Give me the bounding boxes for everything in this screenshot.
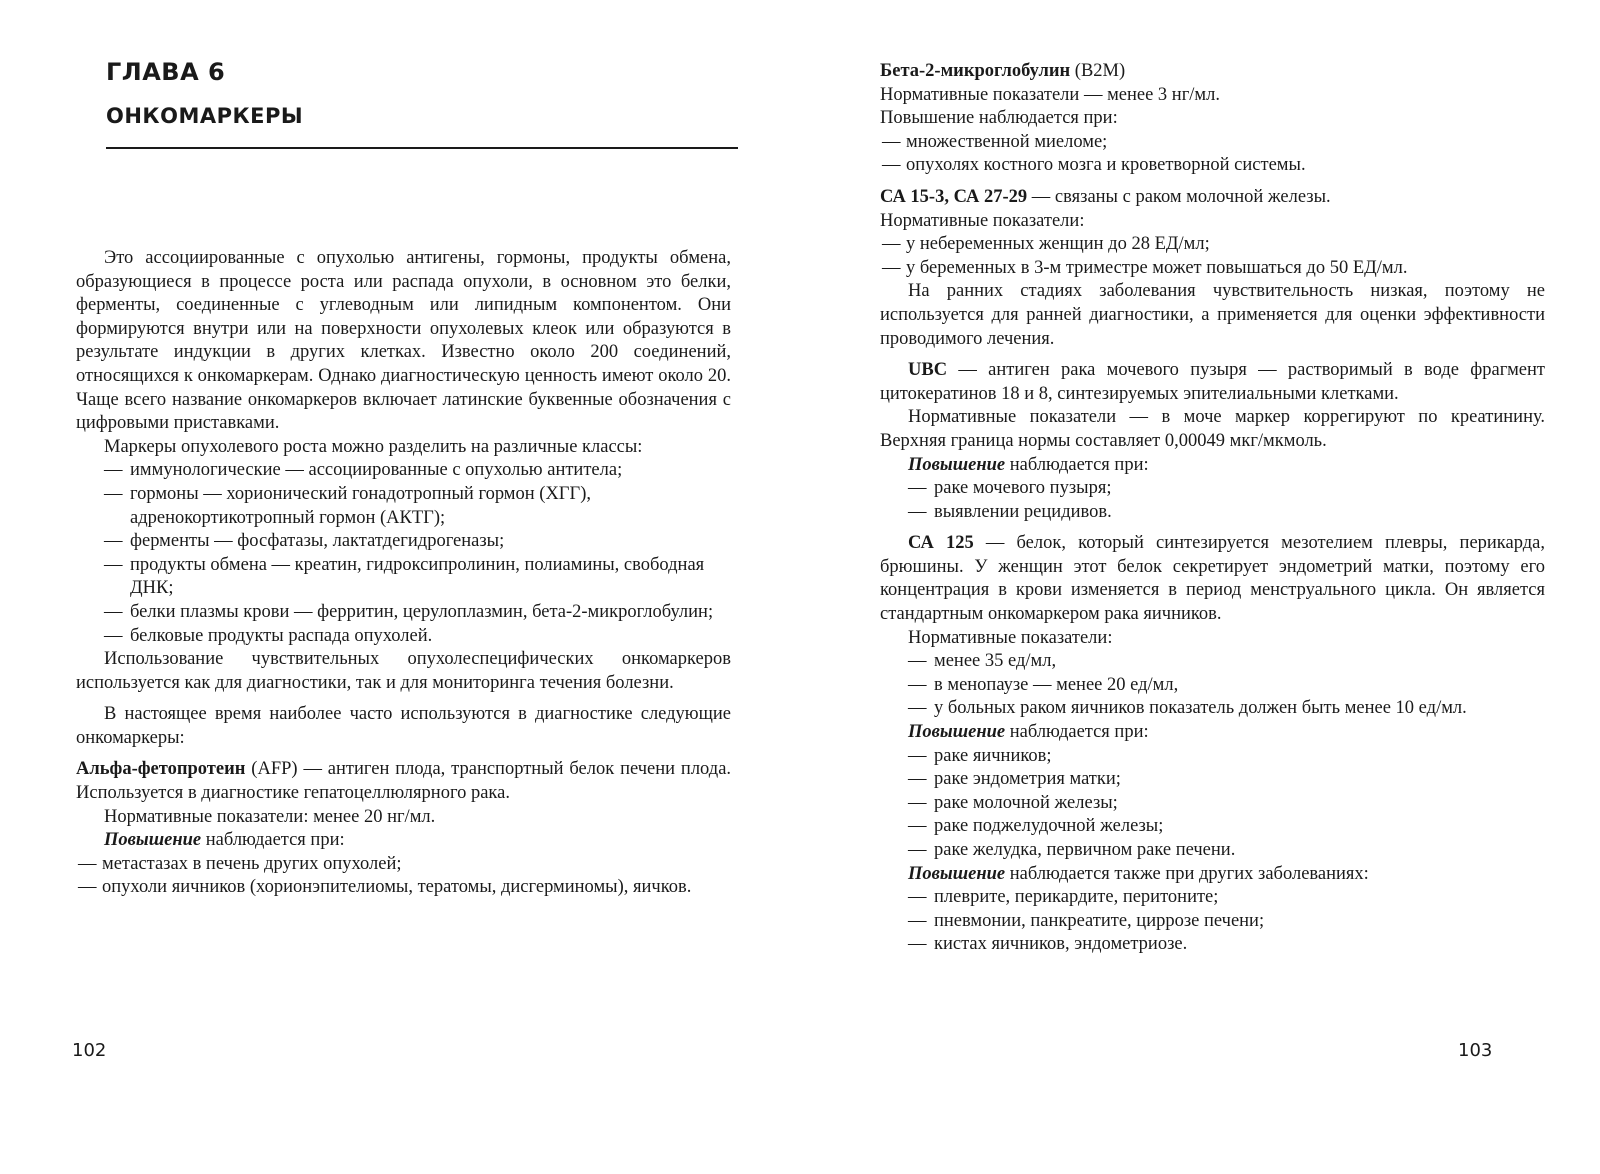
list-item: — метастазах в печень других опухолей; [76, 853, 731, 877]
afp-description: — антиген плода, транспортный белок печени плода. Используется в диагностике гепатоцеллюлярного рака. [76, 759, 732, 804]
list-item: — опухоли яичников (хорионэпителиомы, тератомы, дисгерминомы), яичков. [76, 876, 731, 900]
list-item: — множественной миеломе; [880, 131, 1545, 155]
ca125-increase [880, 721, 1545, 745]
ubc-increase-label: Повышение [908, 454, 1006, 475]
intro-paragraph: Это ассоциированные с опухолью антигены, гормоны, продукты обмена, образующиеся в процессе роста или распада опухоли, в основном это белки, ферменты, соединенные с углеводным или липидным компонентом. Они формируются внутри или на поверхности опухолевых клеок или образуются в результате индукции в других клетках. Известно около 200 соединений, относящихся к онкомаркерам. Однако диагностическую ценность имеют около 20. Чаще всего название онкомаркеров включает латинские буквенные обозначения с цифровыми приставками. [76, 248, 731, 434]
ubc-description: — антиген рака мочевого пузыря — растворимый в воде фрагмент цитокератинов 18 и 8, синтезируемых эпителиальными клетками. [880, 360, 1545, 404]
afp-list [76, 853, 731, 900]
afp-abbr: (AFP) [251, 759, 298, 780]
list-item: — раке поджелудочной железы; [880, 815, 1545, 839]
ca125-norm-list [880, 650, 1545, 721]
b2m-name: Бета-2-микроглобулин [880, 61, 1071, 81]
b2m-heading [880, 60, 1545, 84]
ca15-description: — связаны с раком молочной железы. [1031, 186, 1331, 207]
ca15-name: СА 15-3, СА 27-29 [880, 186, 1028, 207]
ca125-increase-label: Повышение [908, 722, 1006, 743]
ubc-list [880, 477, 1545, 524]
usage-paragraph: Использование чувствительных опухолеспецифических онкомаркеров используется как для диагностики, так и для мониторинга течения болезни. [76, 649, 731, 693]
afp-increase-text: наблюдается при: [205, 830, 345, 851]
ca125-also-list [880, 886, 1545, 957]
b2m-list [880, 131, 1545, 178]
list-item: — пневмонии, панкреатите, циррозе печени; [880, 910, 1545, 934]
afp-section [76, 758, 731, 805]
list-item: — белковые продукты распада опухолей. [76, 625, 731, 649]
b2m-abbr: (B2M) [1074, 61, 1126, 81]
b2m-norm: Нормативные показатели — менее 3 нг/мл. [880, 84, 1221, 105]
ca125-norm-label: Нормативные показатели: [908, 627, 1113, 648]
list-item: — выявлении рецидивов. [880, 501, 1545, 525]
ubc-norm: Нормативные показатели — в моче маркер коррегируют по креатинину. Верхняя граница нормы составляет 0,00049 мкг/мкмоль. [880, 407, 1545, 451]
list-item: — у небеременных женщин до 28 ЕД/мл; [880, 233, 1545, 257]
ca125-heading [880, 532, 1545, 626]
ca125-also-text: наблюдается также при других заболеваниях: [1009, 863, 1369, 884]
afp-increase-label: Повышение [104, 830, 202, 851]
classes-intro: Маркеры опухолевого роста можно разделить на различные классы: [104, 436, 643, 457]
ca125-also [880, 863, 1545, 887]
list-item: — продукты обмена — креатин, гидроксипролинин, полиамины, свободная ДНК; [76, 554, 731, 601]
afp-increase [76, 829, 731, 853]
right-page [790, 0, 1600, 1174]
list-item: — кистах яичников, эндометриозе. [880, 933, 1545, 957]
chapter-label: ГЛАВА 6 [106, 58, 226, 86]
afp-name: Альфа-фетопротеин [76, 759, 246, 780]
list-item: — белки плазмы крови — ферритин, церулоплазмин, бета-2-микроглобулин; [76, 601, 731, 625]
ca125-increase-list [880, 745, 1545, 863]
list-item: — у беременных в 3-м триместре может повышаться до 50 ЕД/мл. [880, 257, 1545, 281]
list-item: — раке желудка, первичном раке печени. [880, 839, 1545, 863]
list-item: — ферменты — фосфатазы, лактатдегидрогеназы; [76, 530, 731, 554]
list-item: — раке яичников; [880, 745, 1545, 769]
list-item: — менее 35 ед/мл, [880, 650, 1545, 674]
ca15-heading [880, 186, 1545, 210]
ca15-norm-label: Нормативные показатели: [880, 210, 1085, 231]
ca15-list [880, 233, 1545, 280]
page-number: 102 [72, 1040, 107, 1061]
b2m-increase: Повышение наблюдается при: [880, 108, 1118, 129]
current-paragraph: В настоящее время наиболее часто используются в диагностике следующие онкомаркеры: [76, 704, 731, 748]
list-item: — раке эндометрия матки; [880, 768, 1545, 792]
ca125-also-label: Повышение [908, 863, 1006, 884]
list-item: — раке мочевого пузыря; [880, 477, 1545, 501]
right-body-text [880, 60, 1545, 957]
ca125-increase-text: наблюдается при: [1009, 722, 1149, 743]
ubc-name: UBC [908, 360, 948, 381]
list-item: — у больных раком яичников показатель должен быть менее 10 ед/мл. [880, 697, 1545, 721]
ubc-increase [880, 454, 1545, 478]
ca15-note: На ранних стадиях заболевания чувствительность низкая, поэтому не используется для ранней диагностики, а применяется для оценки эффективности проводимого лечения. [880, 281, 1545, 349]
page-number: 103 [1458, 1040, 1493, 1061]
ca125-description: — белок, который синтезируется мезотелием плевры, перикарда, брюшины. У женщин этот белок секретирует эндометрий матки, поэтому его концентрация в крови изменяется в период менструального цикла. Он является стандартным онкомаркером рака яичников. [880, 533, 1545, 625]
list-item: — иммунологические — ассоциированные с опухолью антитела; [76, 459, 731, 483]
left-page [0, 0, 780, 1174]
list-item: — плеврите, перикардите, перитоните; [880, 886, 1545, 910]
marker-classes-list [76, 459, 731, 648]
ca125-name: СА 125 [908, 533, 974, 554]
ubc-increase-text: наблюдается при: [1009, 454, 1149, 475]
afp-norm: Нормативные показатели: менее 20 нг/мл. [104, 806, 436, 827]
list-item: — опухолях костного мозга и кроветворной системы. [880, 154, 1545, 178]
chapter-title: ОНКОМАРКЕРЫ [106, 104, 304, 128]
chapter-divider [106, 147, 738, 149]
list-item: — в менопаузе — менее 20 ед/мл, [880, 674, 1545, 698]
left-body-text [76, 247, 731, 900]
list-item: — гормоны — хорионический гонадотропный гормон (ХГГ), адренокортикотропный гормон (АКТГ); [76, 483, 731, 530]
ubc-heading [880, 359, 1545, 406]
list-item: — раке молочной железы; [880, 792, 1545, 816]
